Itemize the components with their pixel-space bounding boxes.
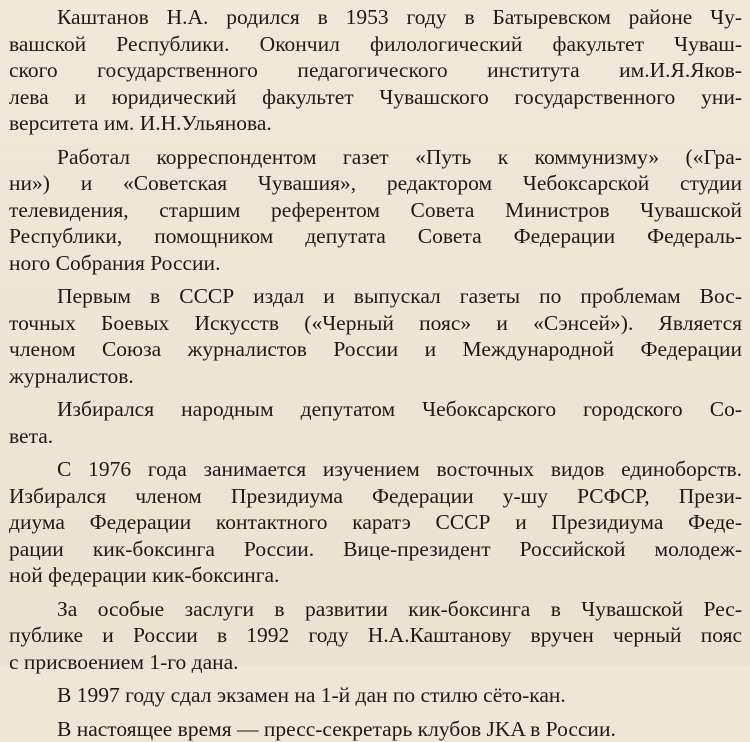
text-line: рации кик-боксинга России. Вице-президент Российской молодеж- [9, 536, 742, 563]
text-line: верситета им. И.Н.Ульянова. [9, 110, 742, 137]
paragraph-biography-birth [9, 4, 742, 137]
text-line: с присвоением 1-го дана. [9, 649, 742, 676]
paragraph-current-position [9, 716, 742, 742]
text-line: Работал корреспондентом газет «Путь к коммунизму» («Гра- [9, 144, 742, 171]
text-line: публике и России в 1992 году Н.А.Каштанову вручен черный пояс [9, 622, 742, 649]
text-line: С 1976 года занимается изучением восточных видов единоборств. [9, 456, 742, 483]
text-line: Первым в СССР издал и выпускал газеты по проблемам Вос- [9, 283, 742, 310]
text-line: В 1997 году сдал экзамен на 1-й дан по стилю сёто-кан. [9, 682, 742, 709]
text-line: членом Союза журналистов России и Международной Федерации [9, 336, 742, 363]
text-line: ни») и «Советская Чувашия», редактором Чебоксарской студии [9, 170, 742, 197]
text-line: ного Собрания России. [9, 250, 742, 277]
text-line: диума Федерации контактного каратэ СССР и Президиума Феде- [9, 509, 742, 536]
text-line: журналистов. [9, 363, 742, 390]
text-line: лева и юридический факультет Чувашского государственного уни- [9, 84, 742, 111]
text-line: телевидения, старшим референтом Совета Министров Чувашской [9, 197, 742, 224]
paragraph-martial-arts [9, 456, 742, 589]
text-line: В настоящее время — пресс-секретарь клубов JKA в России. [9, 716, 742, 742]
paragraph-deputy [9, 396, 742, 449]
text-line: Избирался народным депутатом Чебоксарского городского Со- [9, 396, 742, 423]
text-line: За особые заслуги в развитии кик-боксинга в Чувашской Рес- [9, 596, 742, 623]
text-line: точных Боевых Искусств («Черный пояс» и «Сэнсей»). Является [9, 310, 742, 337]
text-line: Республики, помощником депутата Совета Федерации Федераль- [9, 223, 742, 250]
text-line: Избирался членом Президиума Федерации у-шу РСФСР, Прези- [9, 483, 742, 510]
paragraph-newspapers [9, 283, 742, 389]
text-line: вашской Республики. Окончил филологический факультет Чуваш- [9, 31, 742, 58]
text-line: вета. [9, 423, 742, 450]
paragraph-career [9, 144, 742, 277]
paragraph-exam-1997 [9, 682, 742, 709]
paragraph-black-belt [9, 596, 742, 676]
text-line: Каштанов Н.А. родился в 1953 году в Батыревском районе Чу- [9, 4, 742, 31]
text-line: ной федерации кик-боксинга. [9, 562, 742, 589]
text-line: ского государственного педагогического института им.И.Я.Яков- [9, 57, 742, 84]
